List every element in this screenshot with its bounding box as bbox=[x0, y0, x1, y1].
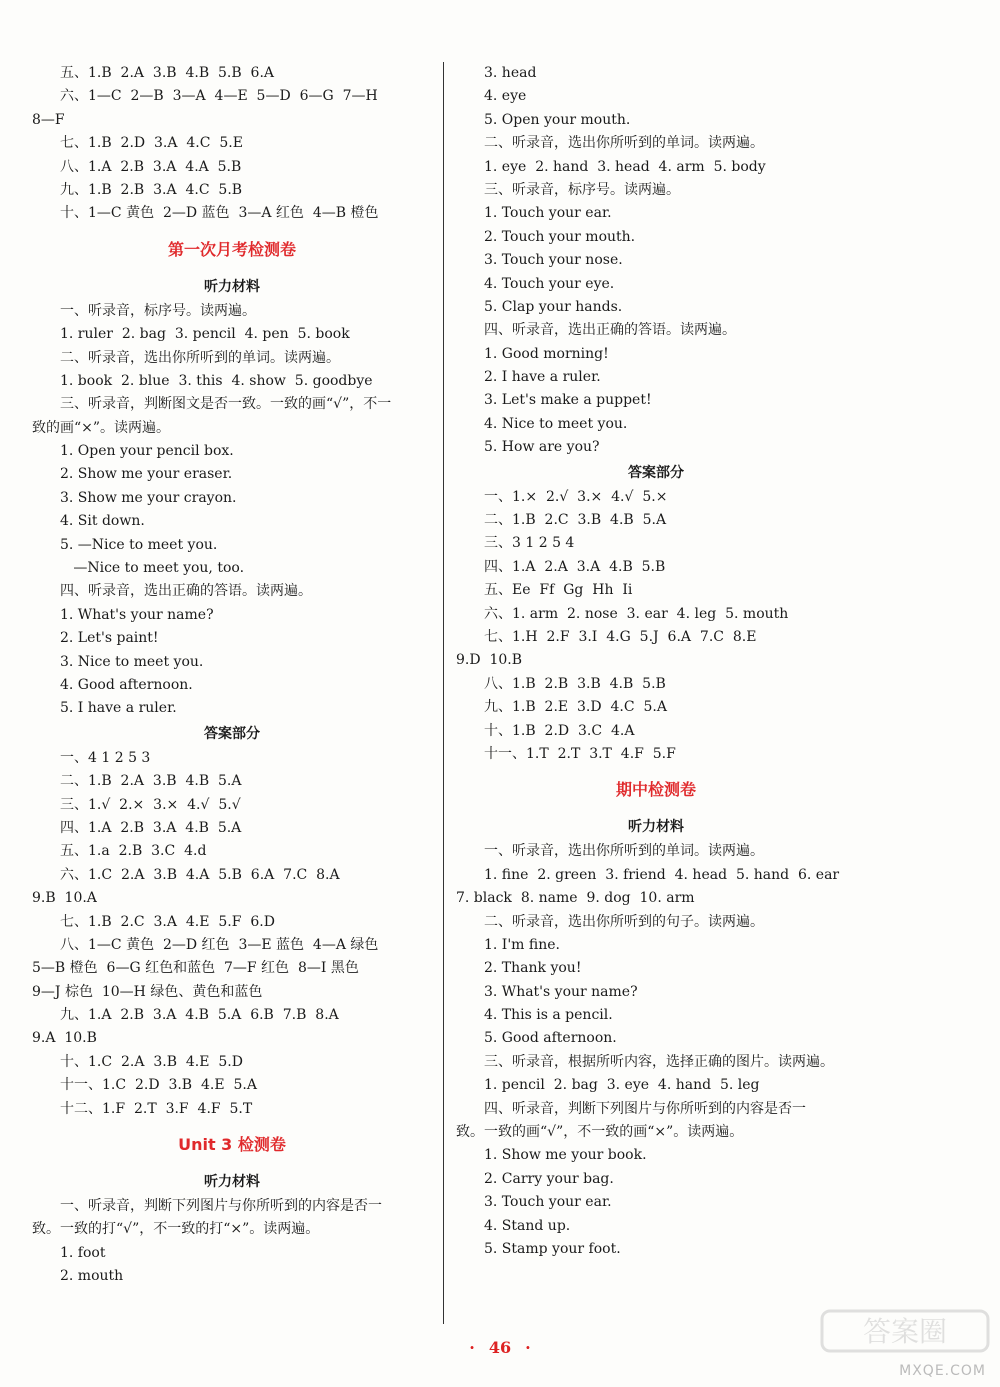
text-line: 2. I have a ruler. bbox=[484, 369, 601, 386]
text-line: 七、1.B 2.C 3.A 4.E 5.F 6.D bbox=[60, 913, 275, 930]
text-line: 四、1.A 2.A 3.A 4.B 5.B bbox=[484, 558, 666, 575]
watermark-text: MXQE.COM bbox=[899, 1363, 986, 1379]
text-line: 八、1.A 2.B 3.A 4.A 5.B bbox=[60, 158, 242, 175]
svg-text:答案圈: 答案圈 bbox=[862, 1315, 948, 1348]
text-line: 2. Show me your eraser. bbox=[60, 466, 233, 483]
text-line: 二、听录音，选出你所听到的句子。读两遍。 bbox=[484, 913, 764, 930]
text-line: 十、1.C 2.A 3.B 4.E 5.D bbox=[60, 1053, 243, 1070]
section-heading: Unit 3 检测卷 bbox=[178, 1135, 286, 1155]
text-line: 3. What's your name? bbox=[484, 983, 638, 1000]
text-line: 五、1.a 2.B 3.C 4.d bbox=[60, 843, 207, 860]
text-line: 四、听录音，判断下列图片与你所听到的内容是否一 bbox=[484, 1100, 806, 1117]
text-line: 七、1.B 2.D 3.A 4.C 5.E bbox=[60, 135, 243, 152]
text-line: 十一、1.T 2.T 3.T 4.F 5.F bbox=[484, 745, 676, 762]
text-line: 1. book 2. blue 3. this 4. show 5. goodbye bbox=[60, 372, 373, 389]
text-line: 一、听录音，选出你所听到的单词。读两遍。 bbox=[484, 843, 764, 860]
left-column bbox=[32, 62, 432, 1289]
section-heading: 第一次月考检测卷 bbox=[167, 239, 296, 259]
text-line: 七、1.H 2.F 3.I 4.G 5.J 6.A 7.C 8.E bbox=[484, 628, 757, 645]
text-line: 1. foot bbox=[60, 1244, 106, 1261]
text-line: 3. Touch your nose. bbox=[484, 252, 623, 269]
right-column bbox=[456, 62, 856, 1261]
text-line: 二、听录音，选出你所听到的单词。读两遍。 bbox=[484, 135, 764, 152]
text-line: 4. This is a pencil. bbox=[484, 1007, 613, 1024]
text-line: 5. I have a ruler. bbox=[60, 700, 177, 717]
text-line: 3. Show me your crayon. bbox=[60, 489, 237, 506]
subsection-heading: 答案部分 bbox=[204, 725, 260, 742]
text-line: 三、听录音，根据所听内容，选择正确的图片。读两遍。 bbox=[484, 1053, 834, 1070]
text-line: 十、1—C 黄色 2—D 蓝色 3—A 红色 4—B 橙色 bbox=[60, 205, 379, 222]
text-line: 四、听录音，选出正确的答语。读两遍。 bbox=[484, 322, 736, 339]
page-dot-right: · bbox=[525, 1338, 531, 1357]
text-line: 9—J 棕色 10—H 绿色、黄色和蓝色 bbox=[32, 983, 263, 1000]
text-line: 7. black 8. name 9. dog 10. arm bbox=[456, 890, 695, 907]
text-line: 3. Let's make a puppet! bbox=[484, 392, 652, 409]
text-line: 1. ruler 2. bag 3. pencil 4. pen 5. book bbox=[60, 326, 350, 343]
text-line: 三、1.√ 2.× 3.× 4.√ 5.√ bbox=[60, 796, 241, 813]
text-line: 致。一致的打“√”，不一致的打“×”。读两遍。 bbox=[32, 1221, 320, 1238]
text-line: 五、Ee Ff Gg Hh Ii bbox=[484, 582, 633, 599]
text-line: 4. Nice to meet you. bbox=[484, 415, 628, 432]
text-line: 九、1.A 2.B 3.A 4.B 5.A 6.B 7.B 8.A bbox=[60, 1007, 339, 1024]
text-line: 三、3 1 2 5 4 bbox=[484, 535, 575, 552]
text-line: 一、听录音，判断下列图片与你所听到的内容是否一 bbox=[60, 1198, 382, 1215]
text-line: 2. Let's paint! bbox=[60, 630, 159, 647]
text-line: 二、听录音，选出你所听到的单词。读两遍。 bbox=[60, 349, 340, 366]
text-line: 4. Sit down. bbox=[60, 513, 145, 530]
text-line: 5. How are you? bbox=[484, 439, 600, 456]
page-dot-left: · bbox=[469, 1338, 475, 1357]
text-line: 5—B 橙色 6—G 红色和蓝色 7—F 红色 8—I 黑色 bbox=[32, 960, 359, 977]
subsection-heading: 听力材料 bbox=[628, 819, 684, 836]
text-line: 1. Open your pencil box. bbox=[60, 443, 234, 460]
text-line: 十、1.B 2.D 3.C 4.A bbox=[484, 722, 635, 739]
text-line: 1. Show me your book. bbox=[484, 1147, 647, 1164]
section-heading: 期中检测卷 bbox=[615, 780, 696, 800]
text-line: 5. —Nice to meet you. bbox=[60, 536, 218, 553]
subsection-heading: 听力材料 bbox=[204, 1174, 260, 1191]
text-line: 三、听录音，标序号。读两遍。 bbox=[484, 181, 680, 198]
text-line: 3. Nice to meet you. bbox=[60, 653, 204, 670]
text-line: 8—F bbox=[32, 111, 65, 128]
text-line: 5. Clap your hands. bbox=[484, 298, 623, 315]
text-line: 5. Open your mouth. bbox=[484, 111, 631, 128]
text-line: 四、听录音，选出正确的答语。读两遍。 bbox=[60, 583, 312, 600]
text-line: 八、1—C 黄色 2—D 红色 3—E 蓝色 4—A 绿色 bbox=[60, 936, 379, 953]
text-line: 4. Stand up. bbox=[484, 1217, 571, 1234]
text-line: 一、听录音，标序号。读两遍。 bbox=[60, 302, 256, 319]
text-line: 1. Good morning! bbox=[484, 345, 609, 362]
text-line: 1. What's your name? bbox=[60, 606, 214, 623]
subsection-heading: 答案部分 bbox=[628, 464, 684, 481]
text-line: 9.B 10.A bbox=[32, 890, 97, 907]
subsection-heading: 听力材料 bbox=[204, 278, 260, 295]
text-line: 9.A 10.B bbox=[32, 1030, 97, 1047]
text-line: 1. I'm fine. bbox=[484, 936, 561, 953]
text-line: 5. Good afternoon. bbox=[484, 1030, 617, 1047]
text-line: 十一、1.C 2.D 3.B 4.E 5.A bbox=[60, 1077, 257, 1094]
text-line: 3. head bbox=[484, 65, 537, 81]
text-line: 4. Touch your eye. bbox=[484, 275, 615, 292]
text-line: 一、1.× 2.√ 3.× 4.√ 5.× bbox=[484, 488, 668, 505]
text-line: 六、1. arm 2. nose 3. ear 4. leg 5. mouth bbox=[484, 605, 789, 622]
text-line: 2. Touch your mouth. bbox=[484, 228, 636, 245]
text-line: 4. eye bbox=[484, 88, 527, 105]
text-line: 2. Carry your bag. bbox=[484, 1170, 614, 1187]
text-line: 九、1.B 2.B 3.A 4.C 5.B bbox=[60, 181, 243, 198]
text-line: 1. pencil 2. bag 3. eye 4. hand 5. leg bbox=[484, 1077, 760, 1094]
text-line: 三、听录音，判断图文是否一致。一致的画“√”，不一 bbox=[60, 396, 392, 413]
text-line: 五、1.B 2.A 3.B 4.B 5.B 6.A bbox=[60, 65, 275, 81]
page-number-value: 46 bbox=[488, 1338, 512, 1357]
text-line: 四、1.A 2.B 3.A 4.B 5.A bbox=[60, 819, 242, 836]
text-line: 六、1.C 2.A 3.B 4.A 5.B 6.A 7.C 8.A bbox=[60, 866, 340, 883]
text-line: 2. mouth bbox=[60, 1268, 124, 1285]
text-line: 3. Touch your ear. bbox=[484, 1194, 612, 1211]
text-line: 5. Stamp your foot. bbox=[484, 1240, 621, 1257]
column-divider bbox=[443, 62, 444, 1324]
text-line: 二、1.B 2.C 3.B 4.B 5.A bbox=[484, 512, 667, 529]
text-line: 九、1.B 2.E 3.D 4.C 5.A bbox=[484, 699, 667, 716]
text-line: 9.D 10.B bbox=[456, 652, 523, 669]
text-line: 4. Good afternoon. bbox=[60, 676, 193, 693]
text-line: 1. fine 2. green 3. friend 4. head 5. hand 6. ear bbox=[484, 866, 840, 883]
text-line: 八、1.B 2.B 3.B 4.B 5.B bbox=[484, 675, 666, 692]
text-line: —Nice to meet you, too. bbox=[60, 560, 245, 577]
text-line: 致的画“×”。读两遍。 bbox=[32, 419, 171, 436]
text-line: 十二、1.F 2.T 3.F 4.F 5.T bbox=[60, 1100, 253, 1117]
text-line: 二、1.B 2.A 3.B 4.B 5.A bbox=[60, 773, 242, 790]
text-line: 一、4 1 2 5 3 bbox=[60, 749, 151, 766]
text-line: 1. eye 2. hand 3. head 4. arm 5. body bbox=[484, 158, 766, 175]
text-line: 1. Touch your ear. bbox=[484, 205, 612, 222]
text-line: 致。一致的画“√”，不一致的画“×”。读两遍。 bbox=[456, 1124, 744, 1141]
text-line: 2. Thank you! bbox=[484, 960, 582, 977]
text-line: 六、1—C 2—B 3—A 4—E 5—D 6—G 7—H bbox=[60, 88, 378, 105]
